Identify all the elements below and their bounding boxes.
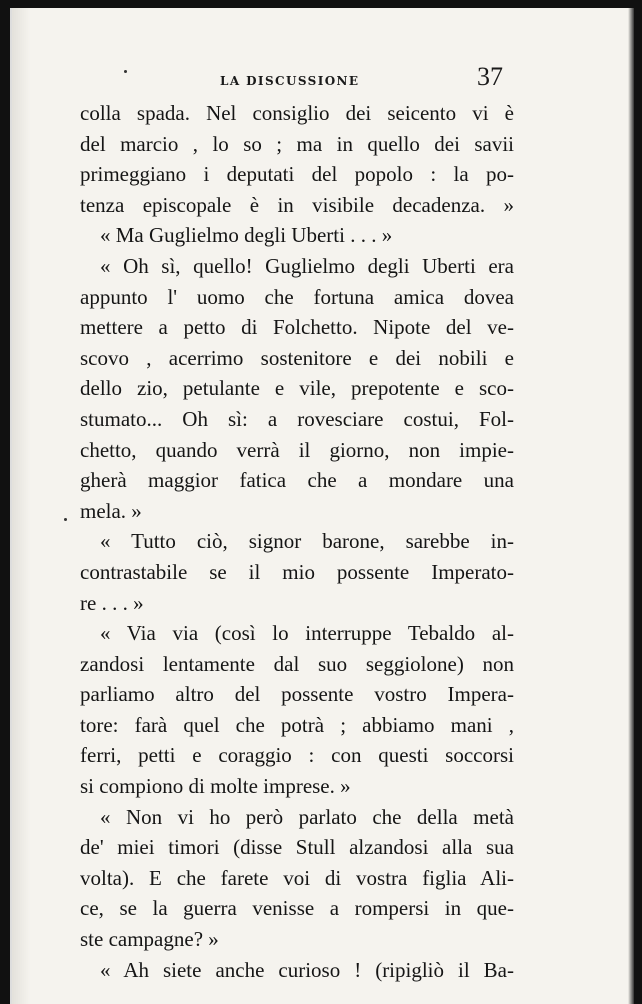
text-line: ce, se la guerra venisse a rompersi in que- <box>80 896 514 921</box>
text-line: si compiono di molte imprese. » <box>80 774 351 799</box>
text-line: contrastabile se il mio possente Imperato- <box>80 559 514 584</box>
text-line: primeggiano i deputati del popolo : la po- <box>80 162 514 187</box>
page-edge-shadow <box>628 8 634 1004</box>
gutter-shadow <box>12 8 30 1004</box>
paper-speck <box>124 70 127 73</box>
text-line: « Non vi ho però parlato che della metà <box>100 804 514 829</box>
text-line: colla spada. Nel consiglio dei seicento vi è <box>80 101 514 125</box>
text-line: volta). E che farete voi di vostra figlia Ali- <box>80 865 514 890</box>
text-line: gherà maggior fatica che a mondare una <box>80 468 514 493</box>
text-line: parliamo altro del possente vostro Impera- <box>80 682 514 707</box>
text-line: ste campagne? » <box>80 927 219 952</box>
text-line: dello zio, petulante e vile, prepotente e sco- <box>80 376 514 401</box>
text-line: del marcio , lo so ; ma in quello dei savii <box>80 131 514 156</box>
text-line: chetto, quando verrà il giorno, non impie- <box>80 437 514 462</box>
text-line: tore: farà quel che potrà ; abbiamo mani , <box>80 712 514 737</box>
text-line: « Ma Guglielmo degli Uberti . . . » <box>100 223 393 248</box>
paper-speck <box>64 518 67 521</box>
running-head: LA DISCUSSIONE <box>220 74 360 88</box>
text-line: ferri, petti e coraggio : con questi soccorsi <box>80 743 514 768</box>
page-number: 37 <box>477 62 503 91</box>
text-line: re . . . » <box>80 590 144 615</box>
book-page <box>10 8 634 1004</box>
text-line: mettere a petto di Folchetto. Nipote del ve- <box>80 315 514 340</box>
text-line: « Tutto ciò, signor barone, sarebbe in- <box>100 529 514 554</box>
text-line: zandosi lentamente dal suo seggiolone) non <box>80 651 514 676</box>
text-line: scovo , acerrimo sostenitore e dei nobili e <box>80 345 514 370</box>
text-line: mela. » <box>80 498 142 523</box>
text-line: appunto l' uomo che fortuna amica dovea <box>80 284 514 309</box>
text-line: « Ah siete anche curioso ! (ripigliò il Ba- <box>100 957 514 982</box>
text-line: stumato... Oh sì: a rovesciare costui, Fol- <box>80 406 514 431</box>
text-line: « Via via (così lo interruppe Tebaldo al- <box>100 621 514 646</box>
text-line: tenza episcopale è in visibile decadenza. » <box>80 192 514 217</box>
text-line: de' miei timori (disse Stull alzandosi alla sua <box>80 835 514 860</box>
text-line: « Oh sì, quello! Guglielmo degli Uberti era <box>100 253 514 278</box>
page-header <box>12 58 634 98</box>
body-text <box>80 98 514 985</box>
